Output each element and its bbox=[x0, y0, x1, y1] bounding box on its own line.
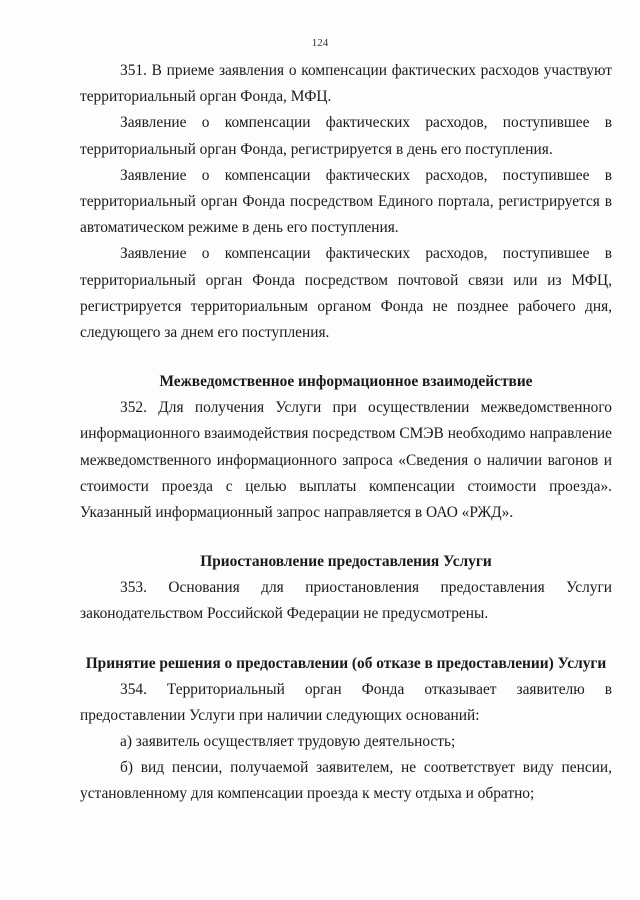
list-item-a: а) заявитель осуществляет трудовую деятельность; bbox=[120, 733, 456, 751]
section-heading-suspension: Приостановление предоставления Услуги bbox=[200, 553, 492, 571]
section-heading-decision: Принятие решения о предоставлении (об отказе в предоставлении) Услуги bbox=[85, 654, 607, 672]
paragraph-351-registration: Заявление о компенсации фактических расходов, поступившее в территориальный орган Фонда, регистрируется в день его поступления. bbox=[80, 114, 612, 158]
page-number: 124 bbox=[311, 37, 329, 49]
paragraph-351-portal: Заявление о компенсации фактических расходов, поступившее в территориальный орган Фонда посредством Единого портала, регистрируется в автоматическом режиме в день его поступления. bbox=[80, 166, 612, 237]
document-body bbox=[80, 58, 612, 808]
section-heading-interagency: Межведомственное информационное взаимодействие bbox=[159, 373, 533, 391]
paragraph-354: 354. Территориальный орган Фонда отказывает заявителю в предоставлении Услуги при наличии следующих оснований: bbox=[80, 680, 612, 724]
paragraph-353: 353. Основания для приостановления предоставления Услуги законодательством Российской Федерации не предусмотрены. bbox=[80, 579, 612, 623]
list-item-b: б) вид пенсии, получаемой заявителем, не соответствует виду пенсии, установленному для компенсации проезда к месту отдыха и обратно; bbox=[80, 759, 612, 803]
paragraph-351-mail: Заявление о компенсации фактических расходов, поступившее в территориальный орган Фонда посредством почтовой связи или из МФЦ, регистрируется территориальным органом Фонда не позднее рабочего дня, следующего за днем его поступления. bbox=[80, 245, 612, 342]
paragraph-351: 351. В приеме заявления о компенсации фактических расходов участвуют территориальный орган Фонда, МФЦ. bbox=[80, 62, 612, 106]
paragraph-352: 352. Для получения Услуги при осуществлении межведомственного информационного взаимодействия посредством СМЭВ необходимо направление межведомственного информационного запроса «Сведения о наличии вагонов и стоимости проезда с целью выплаты компенсации стоимости проезда». Указанный информационный запрос направляется в ОАО «РЖД». bbox=[80, 399, 612, 522]
